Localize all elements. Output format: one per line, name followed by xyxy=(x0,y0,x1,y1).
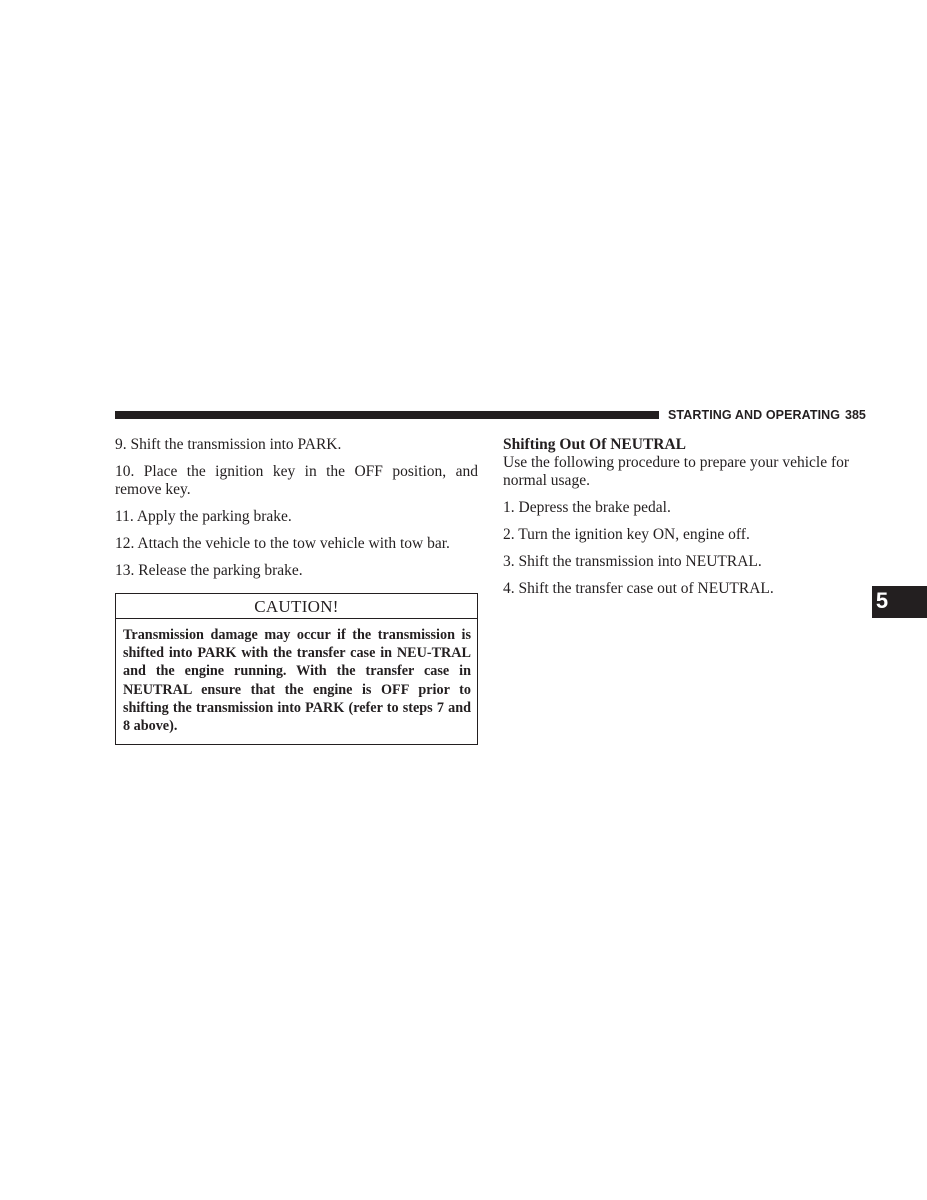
step-2: 2. Turn the ignition key ON, engine off. xyxy=(503,526,750,543)
step-12: 12. Attach the vehicle to the tow vehicle with tow bar. xyxy=(115,535,450,552)
chapter-number: 5 xyxy=(875,588,889,613)
left-column xyxy=(115,436,478,589)
step-9: 9. Shift the transmission into PARK. xyxy=(115,436,342,453)
page-number: 385 xyxy=(845,408,866,422)
step-1: 1. Depress the brake pedal. xyxy=(503,499,671,516)
step-13: 13. Release the parking brake. xyxy=(115,562,303,579)
caution-box xyxy=(115,593,478,745)
header-rule xyxy=(115,411,659,419)
section-title: STARTING AND OPERATING xyxy=(668,408,841,422)
step-11: 11. Apply the parking brake. xyxy=(115,508,292,525)
caution-title: CAUTION! xyxy=(116,594,477,619)
caution-text: Transmission damage may occur if the transmission is shifted into PARK with the transfer case in NEU-TRAL and the engine running. With the transfer case in NEUTRAL ensure that the engine is OFF prior to shifting the transmission into PARK (refer to steps 7 and 8 above). xyxy=(123,627,471,735)
intro-text: Use the following procedure to prepare your vehicle for normal usage. xyxy=(503,454,850,489)
step-10: 10. Place the ignition key in the OFF position, and remove key. xyxy=(115,463,478,498)
section-heading: Shifting Out Of NEUTRAL xyxy=(503,436,687,453)
step-4: 4. Shift the transfer case out of NEUTRAL. xyxy=(503,580,774,597)
right-column xyxy=(503,436,869,607)
chapter-tab xyxy=(872,586,927,618)
step-3: 3. Shift the transmission into NEUTRAL. xyxy=(503,553,762,570)
